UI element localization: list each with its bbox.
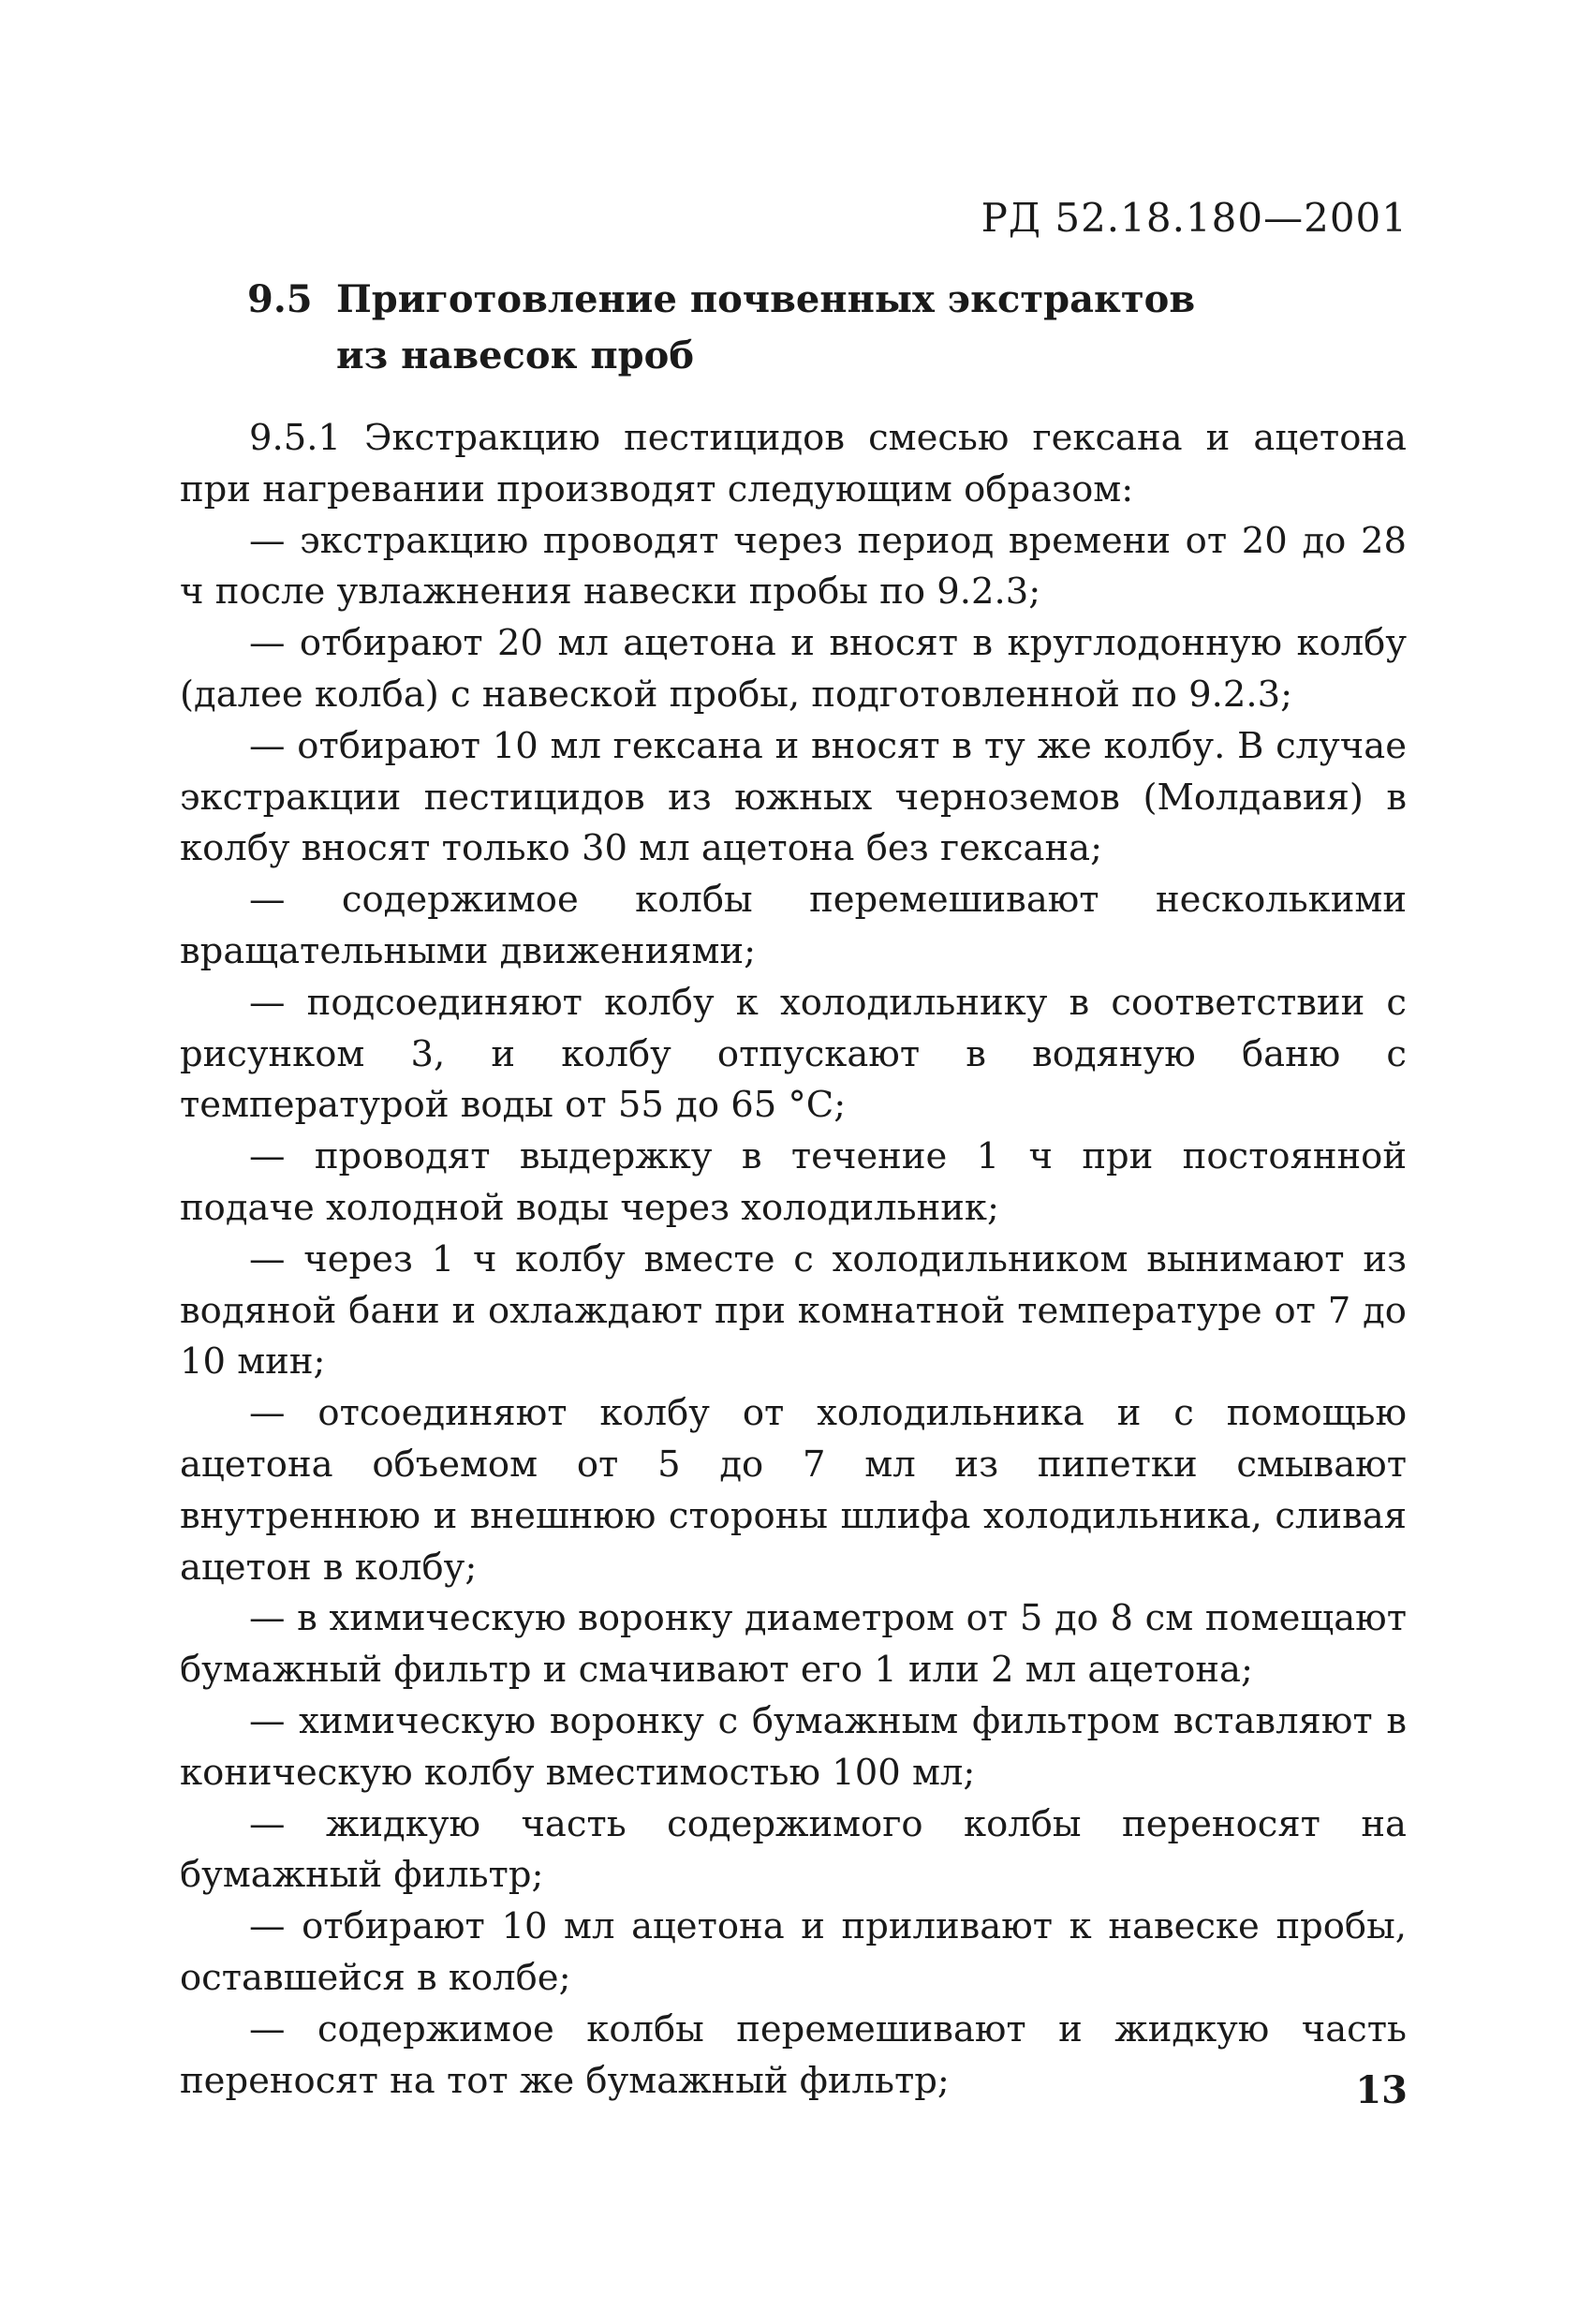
step-item: — через 1 ч колбу вместе с холодильником вынимают из водяной бани и охлаждают при комнатной температуре от 7 до 10 мин; — [180, 1237, 1407, 1384]
step-item: — в химическую воронку диаметром от 5 до 8 см помещают бумажный фильтр и смачивают его 1 или 2 мл ацетона; — [180, 1597, 1407, 1692]
document-code: РД 52.18.180—2001 — [981, 195, 1408, 241]
step-item: — отбирают 10 мл гексана и вносят в ту же колбу. В случае экстракции пестицидов из южных черноземов (Молдавия) в колбу вносят только 30 мл ацетона без гексана; — [180, 724, 1407, 870]
section-number: 9.5 — [247, 277, 313, 321]
step-item: — жидкую часть содержимого колбы переносят на бумажный фильтр; — [180, 1802, 1407, 1897]
step-item: — экстракцию проводят через период времени от 20 до 28 ч после увлажнения навески пробы по 9.2.3; — [180, 519, 1407, 614]
step-item: — отсоединяют колбу от холодильника и с помощью ацетона объемом от 5 до 7 мл из пипетки смывают внутреннюю и внешнюю стороны шлифа холодильника, сливая ацетон в колбу; — [180, 1392, 1407, 1589]
intro-paragraph: 9.5.1 Экстракцию пестицидов смесью гексана и ацетона при нагревании производят следующим образом: — [180, 417, 1407, 511]
step-item: — отбирают 10 мл ацетона и приливают к навеске пробы, оставшейся в колбе; — [180, 1905, 1407, 1999]
page-number: 13 — [1355, 2068, 1408, 2112]
step-item: — содержимое колбы перемешивают и жидкую часть переносят на тот же бумажный фильтр; — [180, 2007, 1407, 2102]
section-title-line2: из навесок проб — [336, 333, 695, 377]
section-heading — [247, 272, 1195, 384]
section-title-line1: Приготовление почвенных экстрактов — [336, 277, 1196, 321]
step-item: — химическую воронку с бумажным фильтром вставляют в коническую колбу вместимостью 100 мл; — [180, 1699, 1407, 1794]
section-body — [180, 413, 1407, 2107]
step-item: — подсоединяют колбу к холодильнику в соответствии с рисунком 3, и колбу отпускают в водяную баню с температурой воды от 55 до 65 °С; — [180, 981, 1407, 1127]
step-item: — проводят выдержку в течение 1 ч при постоянной подаче холодной воды через холодильник; — [180, 1135, 1407, 1229]
step-item: — содержимое колбы перемешивают несколькими вращательными движениями; — [180, 879, 1407, 972]
step-item: — отбирают 20 мл ацетона и вносят в круглодонную колбу (далее колба) с навеской пробы, подготовленной по 9.2.3; — [180, 622, 1407, 716]
